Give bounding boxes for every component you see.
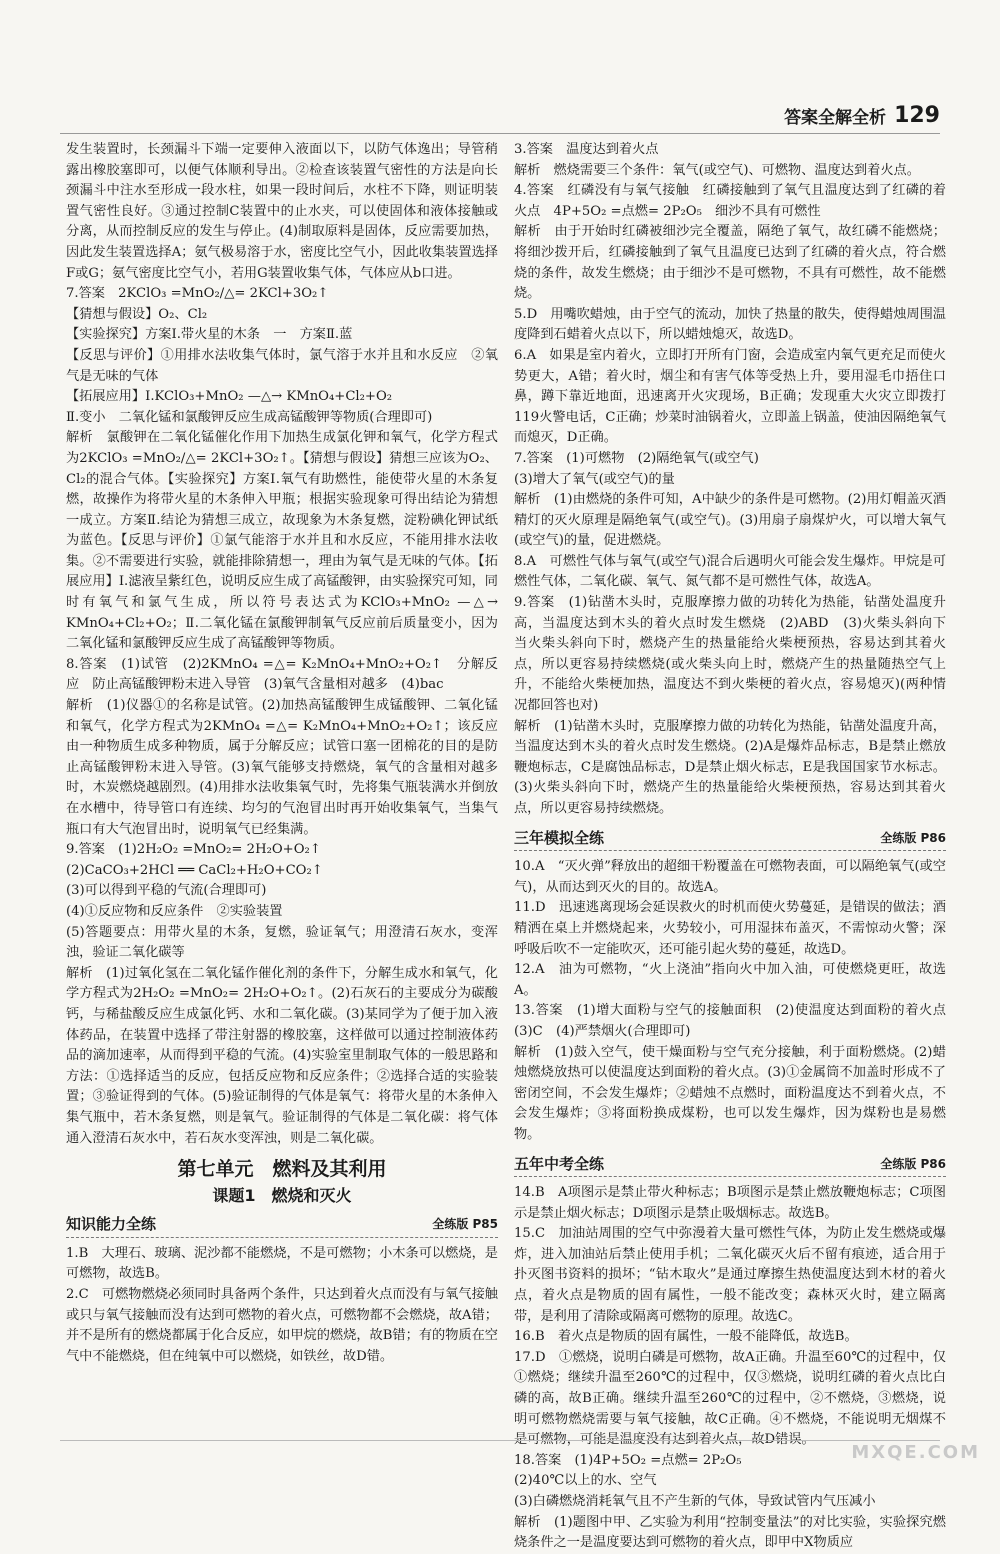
answer-13: 13.答案 (1)增大面粉与空气的接触面积 (2)使温度达到面粉的着火点 (3)C (4)严禁烟火(合理即可) bbox=[514, 1003, 960, 1039]
explanation-18: 解析 (1)题图中甲、乙实验为利用“控制变量法”的对比实验，实验探究燃烧条件之一是温度要达到可燃物的着火点，即甲中X物质应 bbox=[514, 1514, 946, 1551]
answer-1: 1.B 大理石、玻璃、泥沙都不能燃烧，不是可燃物；小木条可以燃烧，是可燃物，故选B。 bbox=[66, 1245, 498, 1282]
answer-17: 17.D ①燃烧，说明白磷是可燃物，故A正确。升温至60℃的过程中，仅①燃烧；继续升温至260℃的过程中，仅③燃烧，说明红磷的着火点比白磷的高，故B正确。继续升温至260℃的过程中，②不燃烧，③燃烧，说明可燃物燃烧需要与氧气接触，故C正确。④不燃烧，不能说明无烟煤不是可燃物，可能是温度没有达到着火点，故D错误。 bbox=[514, 1349, 946, 1448]
answer-10: 10.A “灭火弹”释放出的超细干粉覆盖在可燃物表面，可以隔绝氧气(或空气)，从而达到灭火的目的。故选A。 bbox=[514, 859, 946, 895]
answer-8: 8.答案 (1)试管 (2)2KMnO₄ =△= K₂MnO₄+MnO₂+O₂↑ 分解反应 防止高锰酸钾粉末进入导管 (3)氧气含量相对越多 (4)bac bbox=[66, 656, 498, 693]
paragraph: (3)可以得到平稳的气流(合理即可) bbox=[66, 883, 267, 899]
header-rule bbox=[60, 133, 940, 134]
page-header bbox=[784, 100, 940, 130]
unit-title: 第七单元 燃料及其利用 bbox=[177, 1158, 387, 1181]
answer-18: 18.答案 (1)4P+5O₂ =点燃= 2P₂O₅ bbox=[514, 1452, 742, 1468]
paragraph: (3)增大了氧气(或空气)的量 bbox=[514, 471, 675, 487]
answer-3: 3.答案 温度达到着火点 bbox=[514, 142, 659, 157]
section-name: 五年中考全练 bbox=[514, 1154, 605, 1173]
answer-15: 15.C 加油站周围的空气中弥漫着大量可燃性气体，为防止发生燃烧或爆炸，进入加油站后禁止使用手机；二氧化碳灭火后不留有痕迹，适合用于扑灭图书资料的损坏；“钻木取火”是通过摩擦生热使温度达到木材的着火点，着火点是物质的固有属性，一般不能改变；森林灭火时，建立隔离带，是利用了清除或隔离可燃物的原理。故选C。 bbox=[514, 1226, 946, 1324]
answer-6: 6.A 如果是室内着火，立即打开所有门窗，会造成室内氧气更充足而使火势更大，A错；着火时，烟尘和有害气体等受热上升，要用湿毛巾捂住口鼻，蹲下靠近地面，迅速离开火灾现场，B正确；发现重大火灾立即拨打119火警电话，C正确；炒菜时油锅着火，立即盖上锅盖，使油因隔绝氧气而熄灭，D正确。 bbox=[514, 347, 946, 446]
explanation-8: 解析 (1)仪器①的名称是试管。(2)加热高锰酸钾生成锰酸钾、二氧化锰和氧气，化学方程式为2KMnO₄ =△= K₂MnO₄+MnO₂+O₂↑；该反应由一种物质生成多种物质，属于分解反应；试管口塞一团棉花的目的是防止高锰酸钾粉末进入导管。(3)氧气能够支持燃烧，氧气的含量相对越多时，木炭燃烧越剧烈。(4)用排水法收集氧气时，先将集气瓶装满水并倒放在水槽中，待导管口有连续、均匀的气泡冒出时再开始收集氧气，当集气瓶口有大气泡冒出时，说明氧气已经集满。 bbox=[66, 698, 498, 837]
section-name: 知识能力全练 bbox=[66, 1215, 157, 1234]
footer-rule bbox=[60, 1440, 940, 1441]
paragraph: (5)答题要点：用带火星的木条，复燃，验证氧气；用澄清石灰水，变浑浊，验证二氧化碳等 bbox=[66, 924, 498, 961]
answer-9: 9.答案 (1)2H₂O₂ =MnO₂= 2H₂O+O₂↑ bbox=[66, 842, 321, 858]
answer-8b: 8.A 可燃性气体与氧气(或空气)混合后遇明火可能会发生爆炸。甲烷是可燃性气体，二氧化碳、氧气、氮气都不是可燃性气体，故选A。 bbox=[514, 553, 946, 590]
answer-12: 12.A 油为可燃物，“火上浇油”指向火中加入油，可使燃烧更旺，故选A。 bbox=[514, 962, 946, 998]
page-number: 129 bbox=[894, 102, 940, 128]
answer-7b: 7.答案 (1)可燃物 (2)隔绝氧气(或空气) bbox=[514, 450, 759, 466]
paragraph: (4)①反应物和反应条件 ②实验装置 bbox=[66, 903, 283, 919]
answer-11: 11.D 迅速逃离现场会延误救火的时机而使火势蔓延，是错误的做法；酒精洒在桌上并燃烧起来，火势较小，可用湿抹布盖灭，不需惊动火警；深呼吸后吹不一定能吹灭，还可能引起火势的蔓延，故选D。 bbox=[514, 900, 946, 957]
explanation-13: 解析 (1)鼓入空气，使干燥面粉与空气充分接触，利于面粉燃烧。(2)蜡烛燃烧放热可以使温度达到面粉的着火点。(3)①金属筒不加盖时形成不了密闭空间，不会发生爆炸；②蜡烛不点燃时，面粉温度达不到着火点，不会发生爆炸；③将面粉换成煤粉，也可以发生爆炸，因为煤粉也是易燃物。 bbox=[514, 1044, 946, 1142]
paragraph: 【拓展应用】Ⅰ.KClO₃+MnO₂ —△→ KMnO₄+Cl₂+O₂ bbox=[66, 389, 393, 405]
explanation-3: 解析 燃烧需要三个条件：氧气(或空气)、可燃物、温度达到着火点。 bbox=[514, 162, 920, 178]
paragraph: (2)40℃以上的水、空气 bbox=[514, 1473, 657, 1489]
paragraph: Ⅱ.变小 二氧化锰和氯酸钾反应生成高锰酸钾等物质(合理即可) bbox=[66, 409, 433, 425]
answer-7: 7.答案 2KClO₃ =MnO₂/△= 2KCl+3O₂↑ bbox=[66, 286, 329, 302]
section-name: 三年模拟全练 bbox=[514, 828, 605, 847]
answer-2: 2.C 可燃物燃烧必须同时具备两个条件，只达到着火点而没有与氧气接触或只与氧气接触而没有达到可燃物的着火点，可燃物都不会燃烧，故A错；并不是所有的燃烧都属于化合反应，如甲烷的燃烧，故B错；有的物质在空气中不能燃烧，但在纯氧中可以燃烧，如铁丝，故D错。 bbox=[66, 1287, 498, 1364]
section-ref: 全练版 P85 bbox=[432, 1217, 498, 1232]
paragraph: 发生装置时，长颈漏斗下端一定要伸入液面以下，以防气体逸出；导管稍露出橡胶塞即可，以便气体顺利导出。②检查该装置气密性的方法是向长颈漏斗中注水至形成一段水柱，如果一段时间后，水柱不下降，则证明装置气密性良好。③通过控制C装置中的止水夹，可以使固体和液体接触或分离，从而控制反应的发生与停止。(4)制取原料是固体，反应需要加热，因此发生装置选择A；氨气极易溶于水，密度比空气小，因此收集装置选择F或G；氨气密度比空气小，若用G装置收集气体，气体应从b口进。 bbox=[66, 142, 498, 281]
section-header bbox=[514, 1154, 946, 1178]
explanation-7b: 解析 (1)由燃烧的条件可知，A中缺少的条件是可燃物。(2)用灯帽盖灭酒精灯的灭火原理是隔绝氧气(或空气)。(3)用扇子扇煤炉火，可以增大氧气(或空气)的量，促进燃烧。 bbox=[514, 492, 946, 549]
explanation-7: 解析 氯酸钾在二氧化锰催化作用下加热生成氯化钾和氧气，化学方程式为2KClO₃ =MnO₂/△= 2KCl+3O₂↑。【猜想与假设】猜想三应该为O₂、Cl₂的混合气体。【实验探究】方案Ⅰ.氧气有助燃性，能使带火星的木条复燃，故操作为将带火星的木条伸入甲瓶；根据实验现象可得出结论为猜想一成立。方案Ⅱ.结论为猜想三成立，故现象为木条复燃，淀粉碘化钾试纸为蓝色。【反思与评价】①氯气能溶于水并且和水反应，不能用排水法收集。②不需要进行实验，就能排除猜想一，理由为氧气是无味的气体。【拓展应用】Ⅰ.滤液呈紫红色，说明反应生成了高锰酸钾，由实验探究可知，同时有氧气和氯气生成，所以符号表达式为KClO₃+MnO₂ —△→ KMnO₄+Cl₂+O₂；Ⅱ.二氧化锰在氯酸钾制氧气反应前后质量变小，因为二氧化锰和氯酸钾反应生成了高锰酸钾等物质。 bbox=[66, 430, 498, 652]
explanation-9b: 解析 (1)钻凿木头时，克服摩擦力做的功转化为热能，钻凿处温度升高，当温度达到木头的着火点时发生燃烧。(2)A是爆炸品标志，B是禁止燃放鞭炮标志，C是腐蚀品标志，D是禁止烟火标志，E是我国国家节水标志。(3)火柴头斜向下时，燃烧产生的热量能给火柴梗预热，容易达到其着火点，所以更容易持续燃烧。 bbox=[514, 718, 946, 816]
answer-5: 5.D 用嘴吹蜡烛，由于空气的流动，加快了热量的散失，使得蜡烛周围温度降到石蜡着火点以下，所以蜡烛熄灭，故选D。 bbox=[514, 306, 946, 343]
section-ref: 全练版 P86 bbox=[880, 830, 946, 845]
right-column bbox=[514, 140, 960, 1554]
answer-9b: 9.答案 (1)钻凿木头时，克服摩擦力做的功转化为热能，钻凿处温度升高，当温度达到木头的着火点时发生燃烧 (2)ABD (3)火柴头斜向下 当火柴头斜向下时，燃烧产生的热量能给火柴梗预热，容易达到其着火点，所以更容易持续燃烧(或火柴头向上时，燃烧产生的热量随热空气上升，不能给火柴梗加热，温度达不到火柴梗的着火点，容易熄灭)(两种情况都回答也对) bbox=[514, 595, 960, 714]
section-header bbox=[514, 828, 946, 852]
paragraph: 【实验探究】方案Ⅰ.带火星的木条 一 方案Ⅱ.蓝 bbox=[66, 327, 353, 343]
section-ref: 全练版 P86 bbox=[880, 1156, 946, 1171]
answer-16: 16.B 着火点是物质的固有属性，一般不能降低，故选B。 bbox=[514, 1329, 858, 1345]
paragraph: (3)白磷燃烧消耗氧气且不产生新的气体，导致试管内气压减小 bbox=[514, 1494, 876, 1509]
watermark-logo: MXQE.COM bbox=[851, 1442, 980, 1463]
paragraph: 【反思与评价】①用排水法收集气体时，氯气溶于水并且和水反应 ②氧气是无味的气体 bbox=[66, 347, 498, 384]
section-header bbox=[66, 1214, 498, 1238]
answer-14: 14.B A项图示是禁止带火种标志；B项图示是禁止燃放鞭炮标志；C项图示是禁止烟火标志；D项图示是禁止吸烟标志。故选B。 bbox=[514, 1185, 946, 1221]
left-column bbox=[66, 140, 498, 1367]
explanation-9: 解析 (1)过氧化氢在二氧化锰作催化剂的条件下，分解生成水和氧气，化学方程式为2H₂O₂ =MnO₂= 2H₂O+O₂↑。(2)石灰石的主要成分为碳酸钙，与稀盐酸反应生成氯化钙、水和二氧化碳。(3)某同学为了便于加入液体药品，在装置中选择了带注射器的橡胶塞，这样做可以通过控制液体药品的滴加速率，从而得到平稳的气流。(4)实验室里制取气体的一般思路和方法：①选择适当的反应，包括反应物和反应条件；②选择合适的实验装置；③验证得到的气体。(5)验证制得的气体是氧气：将带火星的木条伸入集气瓶中，若木条复燃，则是氧气。验证制得的气体是二氧化碳：将气体通入澄清石灰水中，若石灰水变浑浊，则是二氧化碳。 bbox=[66, 965, 498, 1146]
header-title: 答案全解全析 bbox=[784, 107, 887, 128]
explanation-4: 解析 由于开始时红磷被细沙完全覆盖，隔绝了氧气，故红磷不能燃烧；将细沙拨开后，红磷接触到了氧气且温度已达到了红磷的着火点，符合燃烧的条件，故发生燃烧；由于细沙不是可燃物，不具有可燃性，故不能燃烧。 bbox=[514, 224, 946, 302]
lesson-title: 课题1 燃烧和灭火 bbox=[212, 1185, 352, 1205]
answer-4: 4.答案 红磷没有与氧气接触 红磷接触到了氧气且温度达到了红磷的着火点 4P+5O₂ =点燃= 2P₂O₅ 细沙不具有可燃性 bbox=[514, 183, 946, 219]
paragraph: 【猜想与假设】O₂、Cl₂ bbox=[66, 306, 208, 322]
paragraph: (2)CaCO₃+2HCl ══ CaCl₂+H₂O+CO₂↑ bbox=[66, 862, 323, 878]
